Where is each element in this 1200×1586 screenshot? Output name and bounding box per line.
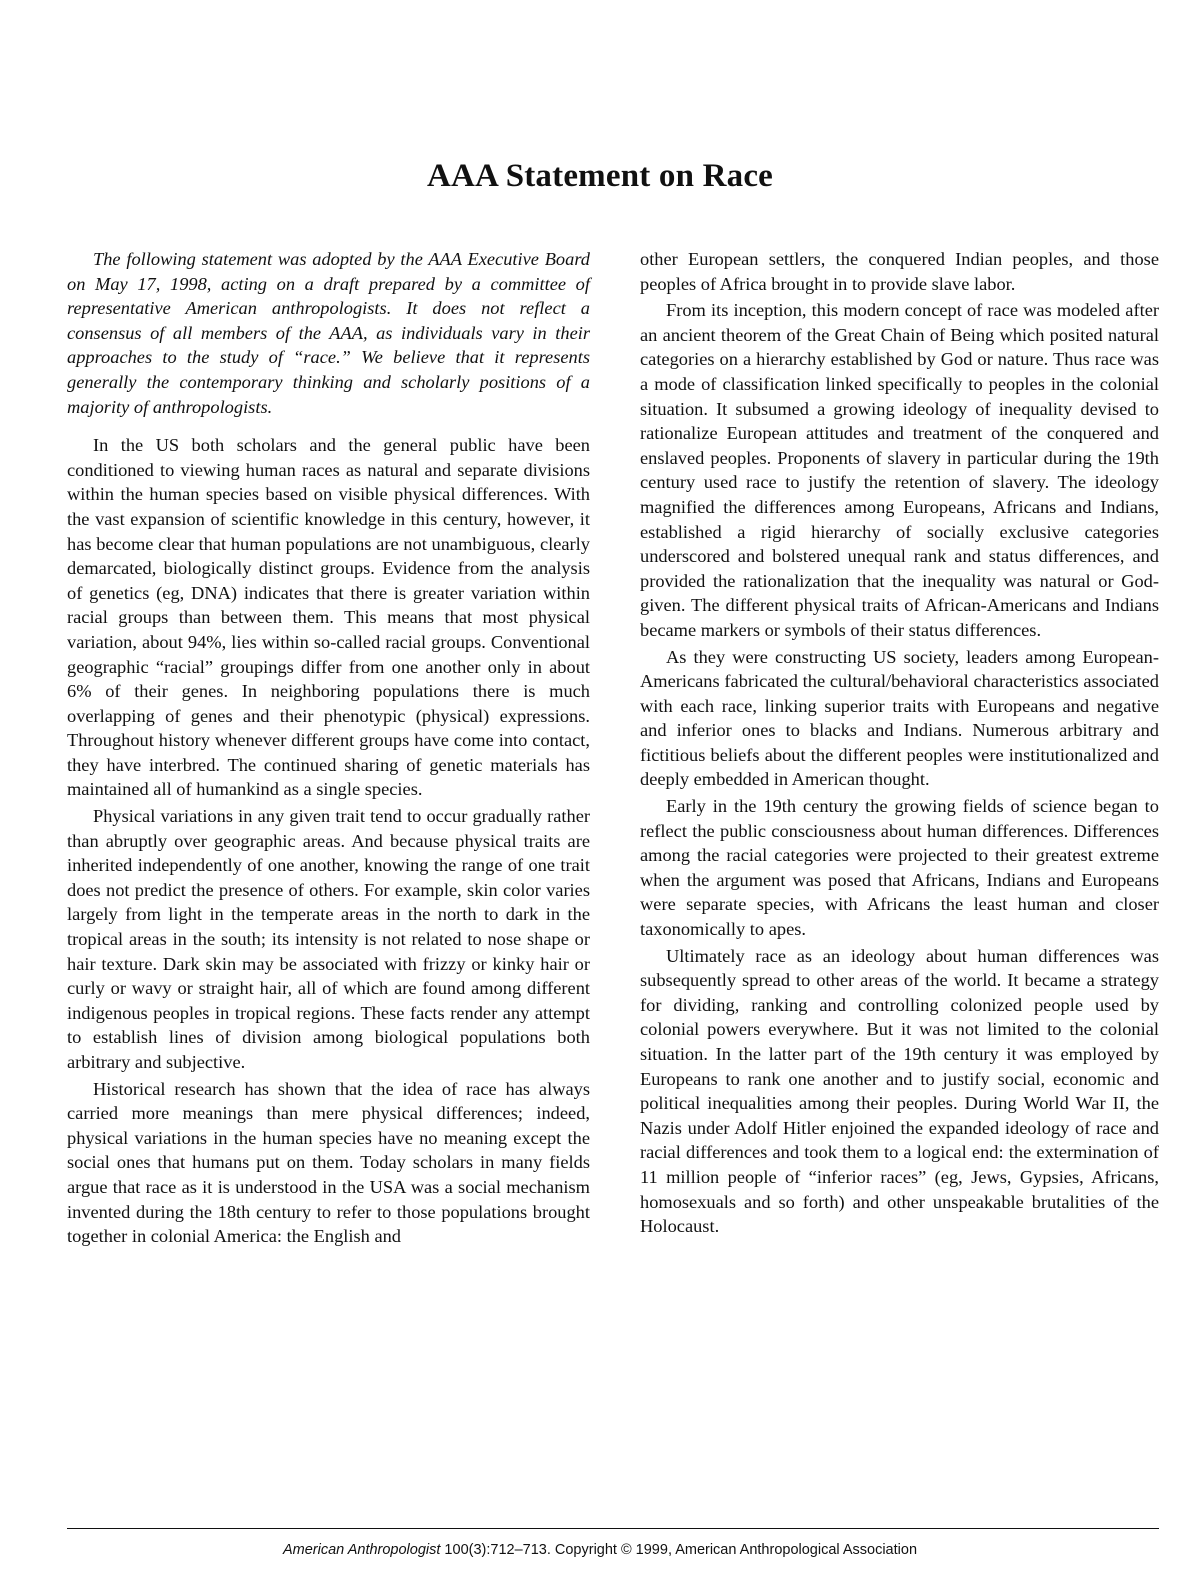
footer-copyright: 100(3):712–713. Copyright © 1999, American Anthropological Association bbox=[440, 1542, 918, 1558]
body-paragraph: In the US both scholars and the general public have been conditioned to viewing human races as natural and separate divisions within the human species based on visible physical differences. With the vast expansion of scientific knowledge in this century, however, it has become clear that human populations are not unambiguous, clearly demarcated, biologically distinct groups. Evidence from the analysis of genetics (eg, DNA) indicates that there is greater variation within racial groups than between them. This means that most physical variation, about 94%, lies within so-called racial groups. Conventional geographic “racial” groupings differ from one another only in about 6% of their genes. In neighboring populations there is much overlapping of genes and their phenotypic (physical) expressions. Throughout history whenever different groups have come into contact, they have interbred. The continued sharing of genetic materials has maintained all of humankind as a single species. bbox=[67, 435, 590, 800]
body-paragraph: Ultimately race as an ideology about human differences was subsequently spread to other areas of the world. It became a strategy for dividing, ranking and controlling colonized people used by colonial powers everywhere. But it was not limited to the colonial situation. In the latter part of the 19th century it was employed by Europeans to rank one another and to justify social, economic and political inequalities among their peoples. During World War II, the Nazis under Adolf Hitler enjoined the expanded ideology of race and racial differences and took them to a logical end: the extermination of 11 million people of “inferior races” (eg, Jews, Gypsies, Africans, homosexuals and so forth) and other unspeakable brutalities of the Holocaust. bbox=[640, 945, 1159, 1237]
body-paragraph: From its inception, this modern concept of race was modeled after an ancient theorem of the Great Chain of Being which posited natural categories on a hierarchy established by God or nature. Thus race was a mode of classification linked specifically to peoples in the colonial situation. It subsumed a growing ideology of inequality devised to rationalize European attitudes and treatment of the conquered and enslaved peoples. Proponents of slavery in particular during the 19th century used race to justify the retention of slavery. The ideology magnified the differences among Europeans, Africans and Indians, established a rigid hierarchy of socially exclusive categories underscored and bolstered unequal rank and status differences, and provided the rationalization that the inequality was natural or God-given. The different physical traits of African-Americans and Indians became markers or symbols of their status differences. bbox=[640, 300, 1159, 640]
footer-citation bbox=[0, 1542, 1200, 1558]
intro-paragraph: The following statement was adopted by the AAA Executive Board on May 17, 1998, acting on a draft prepared by a committee of representative American anthropologists. It does not reflect a consensus of all members of the AAA, as individuals vary in their approaches to the study of “race.” We believe that it represents generally the contemporary thinking and scholarly positions of a majority of anthropologists. bbox=[67, 249, 590, 417]
right-column bbox=[640, 247, 1159, 1239]
left-column bbox=[67, 247, 590, 1249]
body-paragraph: Physical variations in any given trait tend to occur gradually rather than abruptly over geographic areas. And because physical traits are inherited independently of one another, knowing the range of one trait does not predict the presence of others. For example, skin color varies largely from light in the temperate areas in the north to dark in the tropical areas in the south; its intensity is not related to nose shape or hair texture. Dark skin may be associated with frizzy or kinky hair or curly or wavy or straight hair, all of which are found among different indigenous peoples in tropical regions. These facts render any attempt to establish lines of division among biological populations both arbitrary and subjective. bbox=[67, 806, 590, 1072]
body-paragraph-continued: other European settlers, the conquered Indian peoples, and those peoples of Africa brought in to provide slave labor. bbox=[640, 249, 1159, 294]
page-title: AAA Statement on Race bbox=[426, 158, 774, 194]
footer-journal: American Anthropologist bbox=[282, 1542, 441, 1558]
body-paragraph: Historical research has shown that the idea of race has always carried more meanings than mere physical differences; indeed, physical variations in the human species have no meaning except the social ones that humans put on them. Today scholars in many fields argue that race as it is understood in the USA was a social mechanism invented during the 18th century to refer to those populations brought together in colonial America: the English and bbox=[67, 1078, 590, 1247]
body-paragraph: As they were constructing US society, leaders among European-Americans fabricated the cultural/behavioral characteristics associated with each race, linking superior traits with Europeans and negative and inferior ones to blacks and Indians. Numerous arbitrary and fictitious beliefs about the different peoples were institutionalized and deeply embedded in American thought. bbox=[640, 646, 1159, 790]
body-paragraph: Early in the 19th century the growing fields of science began to reflect the public consciousness about human differences. Differences among the racial categories were projected to their greatest extreme when the argument was posed that Africans, Indians and Europeans were separate species, with Africans the least human and closer taxonomically to apes. bbox=[640, 796, 1159, 940]
footer-divider bbox=[67, 1528, 1159, 1529]
